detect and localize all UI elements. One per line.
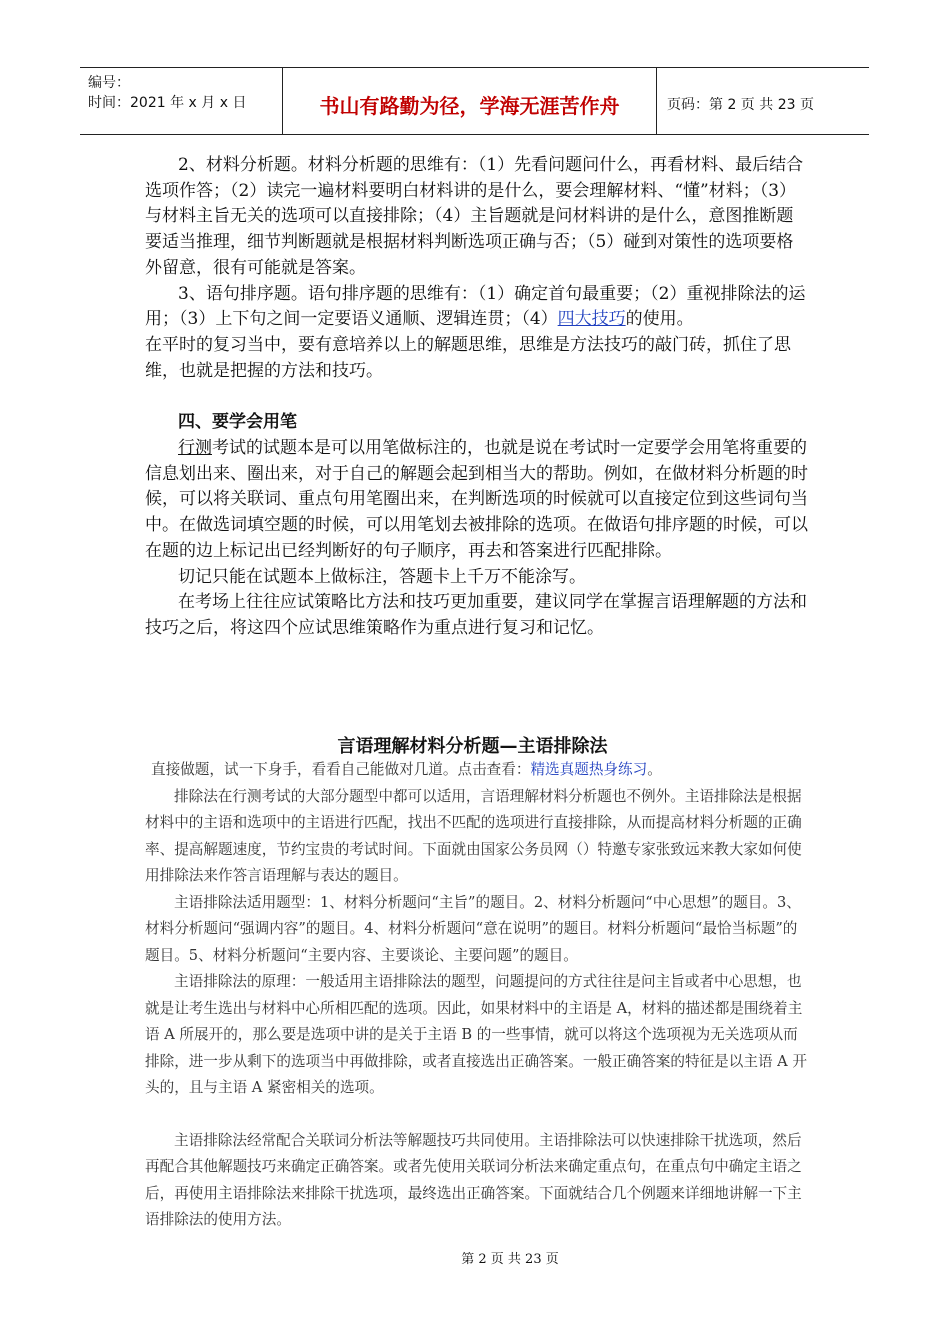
paragraph-text: 。 xyxy=(647,761,662,778)
paragraph-elimination-overview: 排除法在行测考试的大部分题型中都可以适用，言语理解材料分析题也不例外。主语排除法是根据材料中的主语和选项中的主语进行匹配，找出不匹配的选项进行直接排除，从而提高材料分析题的正确率、提高解题速度，节约宝贵的考试时间。下面就由国家公务员网（）特邀专家张致远来教大家如何使用排除法来作答言语理解与表达的题目。 xyxy=(145,787,802,884)
header-time-label: 时间：2021 年 x 月 x 日 xyxy=(88,95,247,111)
header-page-info: 页码：第 2 页 共 23 页 xyxy=(667,97,814,113)
header-motto: 书山有路勤为径，学海无涯苦作舟 xyxy=(282,68,657,134)
header-meta xyxy=(80,68,282,134)
four-techniques-link[interactable]: 四大技巧 xyxy=(557,309,626,330)
paragraph-review-thinking: 在平时的复习当中，要有意培养以上的解题思维，思维是方法技巧的敲门砖，抓住了思维，也就是把握的方法和技巧。 xyxy=(145,334,791,381)
paragraph-text: 考试的试题本是可以用笔做标注的，也就是说在考试时一定要学会用笔将重要的信息划出来、圈出来，对于自己的解题会起到相当大的帮助。例如，在做材料分析题的时候，可以将关联词、重点句用笔圈出来，在判断选项的时候就可以直接定位到这些词句当中。在做选词填空题的时候，可以用笔划去被排除的选项。在做语句排序题的时候，可以在题的边上标记出已经判断好的句子顺序，再去和答案进行匹配排除。 xyxy=(145,438,808,561)
paragraph-text: 直接做题，试一下身手，看看自己能做对几道。点击查看： xyxy=(151,761,531,778)
practice-link[interactable]: 精选真题热身练习 xyxy=(530,761,648,778)
paragraph-principle: 主语排除法的原理：一般适用主语排除法的题型，问题提问的方式往往是问主旨或者中心思想，也就是让考生选出与材料中心所相匹配的选项。因此，如果材料中的主语是 A，材料的描述都是围绕着主语 A 所展开的，那么要是选项中讲的是关于主语 B 的一些事情，就可以将这个选项视为无关选项从而排除，进一步从剩下的选项当中再做排除，或者直接选出正确答案。一般正确答案的特征是以主语 A 开头的，且与主语 A 紧密相关的选项。 xyxy=(145,973,807,1096)
page-header xyxy=(80,67,869,135)
paragraph-material-analysis: 2、材料分析题。材料分析题的思维有：（1）先看问题问什么，再看材料、最后结合选项作答；（2）读完一遍材料要明白材料讲的是什么，要会理解材料、“懂”材料；（3）与材料主旨无关的选项可以直接排除；（4）主旨题就是问材料讲的是什么，意图推断题要适当推理，细节判断题就是根据材料判断选项正确与否；（5）碰到对策性的选项要格外留意，很有可能就是答案。 xyxy=(145,155,804,278)
page-footer: 第 2 页 共 23 页 xyxy=(461,1252,559,1267)
paragraph-sentence-ordering xyxy=(145,282,810,333)
header-number-label: 编号： xyxy=(88,75,130,91)
paragraph-combined-usage: 主语排除法经常配合关联词分析法等解题技巧共同使用。主语排除法可以快速排除干扰选项，然后再配合其他解题技巧来确定正确答案。或者先使用关联词分析法来确定重点句，在重点句中确定主语之后，再使用主语排除法来排除干扰选项，最终选出正确答案。下面就结合几个例题来详细地讲解一下主语排除法的使用方法。 xyxy=(145,1131,802,1228)
paragraph-pen-marking xyxy=(145,436,810,565)
paragraph-answer-sheet-warning: 切记只能在试题本上做标注，答题卡上千万不能涂写。 xyxy=(178,566,586,587)
xingce-link[interactable]: 行测 xyxy=(178,438,212,459)
heading-use-pen: 四、要学会用笔 xyxy=(178,412,297,433)
paragraph-intro xyxy=(145,757,810,784)
section-subject-elimination xyxy=(145,757,810,1234)
section-exam-strategies xyxy=(145,153,810,642)
section-title: 言语理解材料分析题—主语排除法 xyxy=(337,736,608,757)
paragraph-applicable-types: 主语排除法适用题型：1、材料分析题问“主旨”的题目。2、材料分析题问“中心思想”的题目。3、材料分析题问“强调内容”的题目。4、材料分析题问“意在说明”的题目。材料分析题问“最恰当标题”的题目。5、材料分析题问“主要内容、主要谈论、主要问题”的题目。 xyxy=(145,893,801,964)
paragraph-strategy-advice: 在考场上往往应试策略比方法和技巧更加重要，建议同学在掌握言语理解题的方法和技巧之后，将这四个应试思维策略作为重点进行复习和记忆。 xyxy=(145,592,807,638)
paragraph-text: 的使用。 xyxy=(625,309,694,330)
paragraph-text: 3、语句排序题。语句排序题的思维有：（1）确定首句最重要；（2）重视排除法的运用；（3）上下句之间一定要语义通顺、逻辑连贯；（4） xyxy=(145,283,806,330)
